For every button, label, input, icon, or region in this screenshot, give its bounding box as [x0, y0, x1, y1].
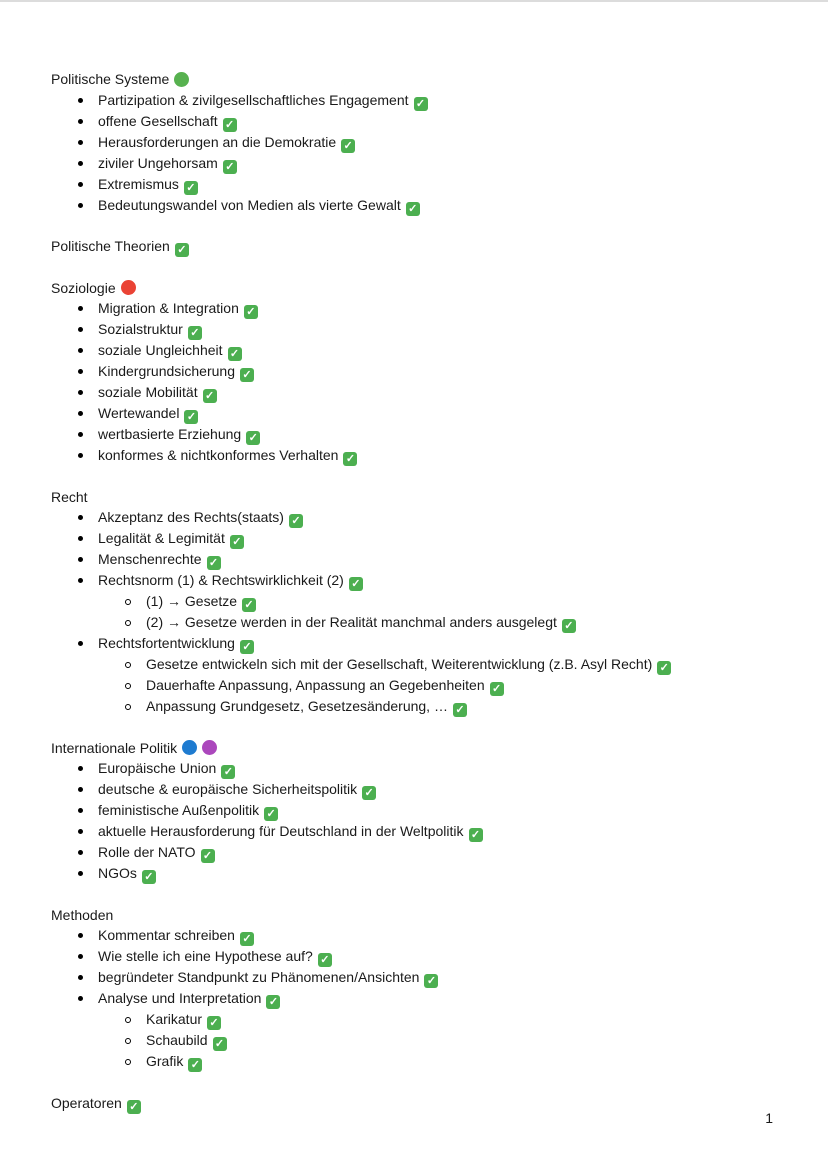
list-item	[51, 340, 771, 361]
purple-circle-icon	[202, 740, 217, 755]
bullet-dot-icon	[78, 766, 83, 771]
item-text: NGOs	[98, 865, 137, 881]
item-text: Wertewandel	[98, 405, 180, 421]
bullet-dot-icon	[78, 203, 83, 208]
item-text: offene Gesellschaft	[98, 112, 218, 129]
section-title: Recht	[51, 488, 88, 505]
bullet-dot-icon	[78, 850, 83, 855]
check-icon: ✓	[188, 1058, 202, 1072]
check-icon: ✓	[188, 326, 202, 340]
blue-circle-icon	[182, 740, 197, 755]
list-item	[51, 633, 771, 654]
section	[51, 69, 771, 216]
list-item	[51, 758, 771, 779]
bullet-circle-icon	[125, 599, 131, 605]
green-circle-icon	[174, 72, 189, 87]
section-heading	[51, 905, 771, 926]
list-item	[51, 174, 771, 195]
check-icon: ✓	[184, 410, 198, 424]
section-heading	[51, 278, 771, 299]
bullet-dot-icon	[78, 306, 83, 311]
check-icon: ✓	[207, 556, 221, 570]
item-text: (1) → Gesetze	[146, 593, 238, 609]
bullet-dot-icon	[78, 140, 83, 145]
list-item	[51, 570, 771, 591]
list-item	[51, 319, 771, 340]
bullet-circle-icon	[125, 620, 131, 626]
list-item	[51, 549, 771, 570]
bullet-dot-icon	[78, 641, 83, 646]
list-item	[51, 842, 771, 863]
item-text: Wie stelle ich eine Hypothese auf?	[98, 948, 313, 964]
bullet-dot-icon	[78, 453, 83, 458]
check-icon: ✓	[213, 1037, 227, 1051]
bullet-dot-icon	[78, 536, 83, 541]
section-title: Politische Theorien	[51, 238, 170, 254]
item-text: Sozialstruktur	[98, 321, 183, 337]
section-title: Internationale Politik	[51, 739, 178, 756]
page-number: 1	[765, 1110, 773, 1126]
list-item	[51, 779, 771, 800]
list-item	[51, 863, 771, 884]
item-text: Partizipation & zivilgesellschaftliches Engagement	[98, 91, 409, 108]
list-item	[51, 1030, 771, 1051]
check-icon: ✓	[657, 661, 671, 675]
item-text: Rolle der NATO	[98, 844, 196, 860]
check-icon: ✓	[223, 118, 237, 132]
section	[51, 487, 771, 718]
list-item	[51, 946, 771, 967]
check-icon: ✓	[221, 765, 235, 779]
check-icon: ✓	[264, 807, 278, 821]
section-heading	[51, 738, 771, 759]
list-item	[51, 967, 771, 988]
list-item	[51, 445, 771, 466]
check-icon: ✓	[289, 514, 303, 528]
check-icon: ✓	[424, 974, 438, 988]
check-icon: ✓	[207, 1016, 221, 1030]
bullet-circle-icon	[125, 662, 131, 668]
bullet-dot-icon	[78, 161, 83, 166]
bullet-circle-icon	[125, 1017, 131, 1023]
item-text: Rechtsnorm (1) & Rechtswirklichkeit (2)	[98, 572, 344, 588]
list-item	[51, 403, 771, 424]
list-item	[51, 361, 771, 382]
bullet-dot-icon	[78, 411, 83, 416]
item-text: soziale Ungleichheit	[98, 342, 223, 358]
bullet-dot-icon	[78, 348, 83, 353]
check-icon: ✓	[469, 828, 483, 842]
check-icon: ✓	[175, 243, 189, 257]
list-item	[51, 111, 771, 132]
check-icon: ✓	[127, 1100, 141, 1114]
item-text: feministische Außenpolitik	[98, 802, 260, 818]
list-item	[51, 90, 771, 111]
item-text: Europäische Union	[98, 760, 217, 776]
check-icon: ✓	[244, 305, 258, 319]
list-item	[51, 591, 771, 612]
bullet-dot-icon	[78, 557, 83, 562]
item-text: Kindergrundsicherung	[98, 363, 235, 379]
bullet-circle-icon	[125, 1059, 131, 1065]
bullet-dot-icon	[78, 432, 83, 437]
section	[51, 905, 771, 1073]
section-heading	[51, 487, 771, 508]
item-text: Legalität & Legimität	[98, 530, 225, 546]
list-item	[51, 675, 771, 696]
list-item	[51, 153, 771, 174]
item-text: Extremismus	[98, 175, 179, 192]
bullet-dot-icon	[78, 954, 83, 959]
check-icon: ✓	[318, 953, 332, 967]
check-icon: ✓	[142, 870, 156, 884]
bullet-dot-icon	[78, 829, 83, 834]
check-icon: ✓	[246, 431, 260, 445]
list-item	[51, 507, 771, 528]
list-item	[51, 424, 771, 445]
section-title: Methoden	[51, 906, 114, 923]
check-icon: ✓	[562, 619, 576, 633]
bullet-dot-icon	[78, 933, 83, 938]
bullet-circle-icon	[125, 1038, 131, 1044]
check-icon: ✓	[414, 97, 428, 111]
item-text: aktuelle Herausforderung für Deutschland in der Weltpolitik	[98, 823, 464, 839]
section-heading	[51, 69, 771, 90]
item-text: Bedeutungswandel von Medien als vierte Gewalt	[98, 196, 401, 213]
section-heading	[51, 1093, 771, 1114]
item-text: (2) → Gesetze werden in der Realität manchmal anders ausgelegt	[146, 614, 557, 630]
check-icon: ✓	[453, 703, 467, 717]
list-item	[51, 925, 771, 946]
page-top-divider	[0, 0, 828, 2]
list-item	[51, 654, 771, 675]
list-item	[51, 988, 771, 1009]
list-item	[51, 612, 771, 633]
list-item	[51, 195, 771, 216]
bullet-dot-icon	[78, 327, 83, 332]
item-text: konformes & nichtkonformes Verhalten	[98, 447, 339, 463]
bullet-dot-icon	[78, 119, 83, 124]
item-text: deutsche & europäische Sicherheitspolitik	[98, 781, 358, 797]
section-title: Operatoren	[51, 1094, 122, 1111]
section	[51, 236, 771, 257]
check-icon: ✓	[203, 389, 217, 403]
bullet-dot-icon	[78, 182, 83, 187]
check-icon: ✓	[240, 932, 254, 946]
bullet-dot-icon	[78, 515, 83, 520]
item-text: Anpassung Grundgesetz, Gesetzesänderung, …	[146, 698, 448, 714]
item-text: begründeter Standpunkt zu Phänomenen/Ansichten	[98, 969, 420, 985]
section	[51, 738, 771, 885]
check-icon: ✓	[406, 202, 420, 216]
list-item	[51, 821, 771, 842]
item-text: Kommentar schreiben	[98, 927, 235, 943]
bullet-dot-icon	[78, 996, 83, 1001]
item-text: Migration & Integration	[98, 300, 239, 316]
list-item	[51, 696, 771, 717]
section-heading	[51, 236, 771, 257]
check-icon: ✓	[349, 577, 363, 591]
check-icon: ✓	[240, 640, 254, 654]
item-text: Akzeptanz des Rechts(staats)	[98, 509, 284, 525]
item-text: Grafik	[146, 1053, 184, 1069]
check-icon: ✓	[230, 535, 244, 549]
item-text: Schaubild	[146, 1032, 208, 1048]
list-item	[51, 132, 771, 153]
check-icon: ✓	[240, 368, 254, 382]
list-item	[51, 1051, 771, 1072]
item-text: Menschenrechte	[98, 551, 202, 567]
check-icon: ✓	[184, 181, 198, 195]
item-text: Karikatur	[146, 1011, 203, 1027]
item-text: wertbasierte Erziehung	[98, 426, 242, 442]
item-text: ziviler Ungehorsam	[98, 154, 218, 171]
check-icon: ✓	[201, 849, 215, 863]
bullet-circle-icon	[125, 683, 131, 689]
section	[51, 278, 771, 467]
item-text: Dauerhafte Anpassung, Anpassung an Gegebenheiten	[146, 677, 485, 693]
check-icon: ✓	[242, 598, 256, 612]
check-icon: ✓	[266, 995, 280, 1009]
check-icon: ✓	[223, 160, 237, 174]
bullet-dot-icon	[78, 787, 83, 792]
section-title: Soziologie	[51, 279, 116, 296]
section-title: Politische Systeme	[51, 71, 170, 87]
item-text: Analyse und Interpretation	[98, 990, 262, 1006]
list-item	[51, 1009, 771, 1030]
item-text: Rechtsfortentwicklung	[98, 635, 235, 651]
bullet-dot-icon	[78, 390, 83, 395]
check-icon: ✓	[362, 786, 376, 800]
list-item	[51, 298, 771, 319]
item-text: soziale Mobilität	[98, 384, 198, 400]
bullet-dot-icon	[78, 808, 83, 813]
check-icon: ✓	[228, 347, 242, 361]
red-circle-icon	[121, 280, 136, 295]
check-icon: ✓	[341, 139, 355, 153]
check-icon: ✓	[490, 682, 504, 696]
bullet-circle-icon	[125, 704, 131, 710]
item-text: Gesetze entwickeln sich mit der Gesellschaft, Weiterentwicklung (z.B. Asyl Recht)	[146, 656, 653, 672]
list-item	[51, 528, 771, 549]
bullet-dot-icon	[78, 578, 83, 583]
bullet-dot-icon	[78, 871, 83, 876]
bullet-dot-icon	[78, 369, 83, 374]
item-text: Herausforderungen an die Demokratie	[98, 133, 337, 150]
section	[51, 1093, 771, 1114]
list-item	[51, 382, 771, 403]
check-icon: ✓	[343, 452, 357, 466]
bullet-dot-icon	[78, 975, 83, 980]
bullet-dot-icon	[78, 98, 83, 103]
list-item	[51, 800, 771, 821]
